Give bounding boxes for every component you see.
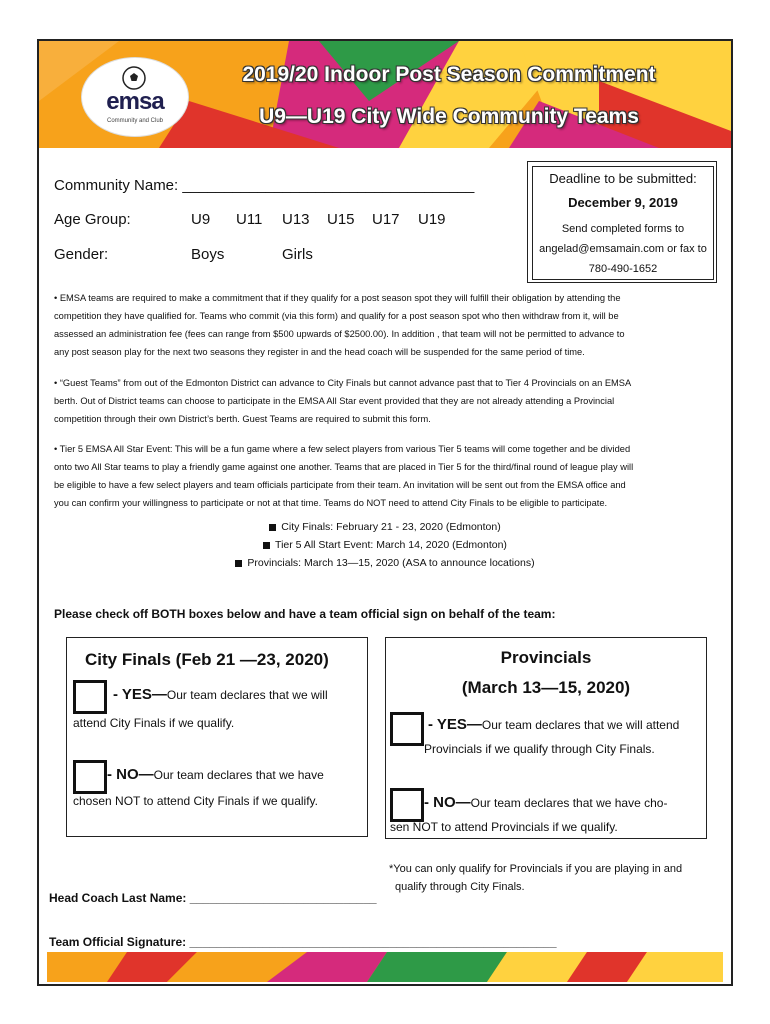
paragraph-line: • EMSA teams are required to make a commitment that if they qualify for a post season spot they will fulfill their obligation by attending the	[54, 293, 621, 303]
paragraph-line: competition they have qualified for. Teams who commit (via this form) and qualify for a post season spot who then withdraw from it, will be	[54, 311, 619, 321]
footer-banner	[47, 952, 723, 982]
provincials-dates: (March 13—15, 2020)	[461, 678, 631, 697]
deadline-email: angelad@emsamain.com or fax to	[539, 243, 707, 255]
age-option[interactable]: U19	[418, 211, 446, 228]
paragraph-guest-teams	[54, 374, 719, 428]
provincials-yes-text: - YES—Our team declares that we will attend	[428, 716, 680, 733]
paragraph-line: you can confirm your willingness to participate or not at that time. Teams do NOT need to attend City Finals to be eligible to participate.	[54, 498, 608, 508]
page-subtitle: U9—U19 City Wide Community Teams	[259, 105, 639, 128]
provincials-note: *You can only qualify for Provincials if you are playing in and	[389, 863, 683, 875]
deadline-date: December 9, 2019	[568, 195, 678, 210]
paragraph-line: assessed an administration fee (fees can range from $500 upwards of $2500.00). In addition , that team will not be permitted to advance to	[54, 329, 625, 339]
city-finals-no-text: - NO—Our team declares that we have	[107, 766, 324, 783]
city-finals-no-text-2: chosen NOT to attend City Finals if we qualify.	[73, 794, 318, 808]
square-bullet-icon	[235, 560, 242, 567]
provincials-note-2: qualify through City Finals.	[395, 881, 525, 893]
community-name-field[interactable]: Community Name: ___________________________________	[54, 177, 475, 194]
instructions: Please check off BOTH boxes below and have a team official sign on behalf of the team:	[54, 607, 556, 621]
provincials-yes-checkbox[interactable]	[390, 712, 424, 746]
provincials-no-text: - NO—Our team declares that we have cho-	[424, 794, 668, 811]
head-coach-field[interactable]: Head Coach Last Name: ____________________________	[49, 891, 377, 905]
age-option[interactable]: U11	[236, 211, 263, 228]
square-bullet-icon	[263, 542, 270, 549]
event-item: Tier 5 All Start Event: March 14, 2020 (Edmonton)	[39, 536, 731, 554]
paragraph-line: berth. Out of District teams can choose to participate in the EMSA All Star event provided that they are not already attending a Provincial	[54, 396, 615, 406]
paragraph-line: • Tier 5 EMSA All Star Event: This will be a fun game where a few select players from various Tier 5 teams will come together and be divided	[54, 444, 631, 454]
page-title: 2019/20 Indoor Post Season Commitment	[242, 63, 656, 86]
event-item: Provincials: March 13—15, 2020 (ASA to announce locations)	[39, 554, 731, 572]
header-banner	[39, 41, 731, 148]
paragraph-line: any post season play for the next two seasons they register in and the head coach will be suspended for the same period of time.	[54, 347, 585, 357]
paragraph-line: competition through their own District’s berth. Guest Teams are required to submit this form.	[54, 414, 431, 424]
deadline-label: Deadline to be submitted:	[549, 171, 697, 186]
age-option[interactable]: U13	[282, 211, 310, 228]
soccer-ball-icon	[122, 66, 146, 90]
paragraph-line: onto two All Star teams to play a friendly game against one another. Teams that are placed in Tier 5 for the third/final round of league play will	[54, 462, 634, 472]
logo-word: emsa	[106, 88, 164, 115]
gender-option-boys[interactable]: Boys	[191, 246, 225, 263]
provincials-no-text-2: sen NOT to attend Provincials if we qualify.	[390, 820, 618, 834]
age-option[interactable]: U9	[191, 211, 211, 228]
paragraph-line: • “Guest Teams” from out of the Edmonton District can advance to City Finals but cannot advance past that to Tier 4 Provincials on an EMSA	[54, 378, 632, 388]
paragraph-commitment	[54, 289, 719, 361]
city-finals-panel	[66, 637, 368, 837]
event-item: City Finals: February 21 - 23, 2020 (Edmonton)	[39, 518, 731, 536]
city-finals-yes-checkbox[interactable]	[73, 680, 107, 714]
gender-label: Gender:	[54, 246, 109, 263]
deadline-instructions: Send completed forms to	[561, 223, 685, 235]
city-finals-yes-text: - YES—Our team declares that we will	[113, 686, 328, 703]
city-finals-no-checkbox[interactable]	[73, 760, 107, 794]
form-page	[37, 39, 733, 986]
age-option[interactable]: U15	[327, 211, 355, 228]
logo-subtitle: Community and Club	[106, 118, 164, 124]
deadline-box	[532, 166, 714, 280]
provincials-yes-text-2: Provincials if we qualify through City Finals.	[424, 742, 655, 756]
city-finals-title: City Finals (Feb 21 —23, 2020)	[85, 650, 329, 669]
gender-option-girls[interactable]: Girls	[282, 246, 313, 263]
provincials-title: Provincials	[500, 648, 592, 667]
emsa-logo	[81, 57, 189, 137]
square-bullet-icon	[269, 524, 276, 531]
paragraph-tier5	[54, 440, 719, 512]
footer-graphic	[47, 952, 723, 982]
age-option[interactable]: U17	[372, 211, 400, 228]
city-finals-yes-text-2: attend City Finals if we qualify.	[73, 716, 235, 730]
provincials-no-checkbox[interactable]	[390, 788, 424, 822]
event-dates-list	[39, 518, 731, 572]
team-official-signature-field[interactable]: Team Official Signature: _______________________________________________________	[49, 935, 557, 949]
paragraph-line: be eligible to have a few select players and team officials participate from their team. An invitation will be sent out from the EMSA office and	[54, 480, 626, 490]
age-group-label: Age Group:	[54, 211, 131, 228]
deadline-fax: 780-490-1652	[588, 263, 658, 275]
provincials-panel	[385, 637, 707, 839]
